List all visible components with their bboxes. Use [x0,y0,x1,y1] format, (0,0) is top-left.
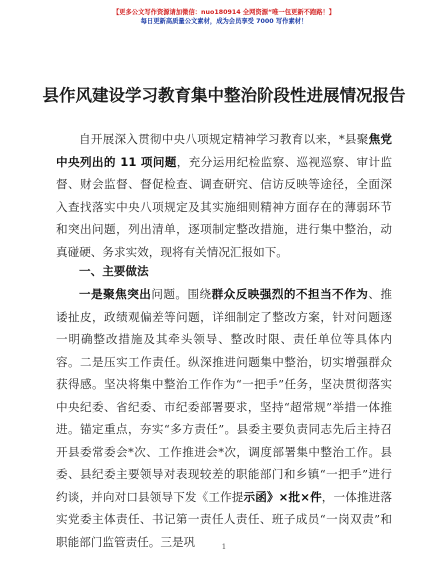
measure-one-heading: 一是聚焦突出 [79,287,152,301]
measure-one-emphasis: 群众反映强烈的不担当不作为 [211,287,369,301]
measures-text-end: ，一体推进落实党委主体责任、书记第一责任人责任、班子成员“一岗双责”和职能部门监管责任。三是巩 [56,489,392,549]
measures-emphasis-doc: 示函》×批×件 [243,489,322,504]
promo-line-membership: 每日更新高质量公文素材，成为会员享受 7000 写作素材！ [140,18,308,25]
promo-line-wechat: 【更多公文写作资源请加微信：nuo180914 全网资源“唯一包更新不跑路！】 [112,9,336,16]
intro-paragraph [56,128,392,263]
document-title: 县作风建设学习教育集中整治阶段性进展情况报告 [42,86,406,105]
promo-banner [0,8,448,26]
page-number: 1 [221,543,227,551]
section-heading: 一、主要做法 [79,264,149,278]
intro-emphasis: 焦党中央列出的 11 项问题 [56,132,392,169]
measure-one-text: 问题。围绕 [151,287,212,301]
measures-paragraph [56,283,392,553]
intro-text-start: 自开展深入贯彻中央八项规定精神学习教育以来，*县聚 [79,132,369,146]
intro-text-rest: ，充分运用纪检监察、巡视巡察、审计监督、财会监督、督促检查、调查研究、信访反映等途径，全面深入查找落实中央八项规定及其实施细则精神方面存在的薄弱环节和突出问题，列出清单，逐项制定整改措施，进行集中整治，动真碰硬、务求实效，现将有关情况汇报如下。 [56,154,392,259]
measures-text-main: 、推诿扯皮，政绩观偏差等问题，详细制定了整改方案，针对问题逐一明确整改措施及其牵头领导、整改时限、责任单位等具体内容。二是压实工作责任。纵深推进问题集中整治，切实增强群众获得感。坚决将集中整治工作作为“一把手”任务，坚决贯彻落实中央纪委、省纪委、市纪委部署要求，坚持“超常规”举措一体推进。锚定重点，夯实“多方责任”。县委主要负责同志先后主持召开县委常委会*次、工作推进会*次，调度部署集中整治工作。县委、县纪委主要领导对表现较差的职能部门和乡镇“一把手”进行约谈，并向对口县领导下发《工作提 [56,287,392,504]
